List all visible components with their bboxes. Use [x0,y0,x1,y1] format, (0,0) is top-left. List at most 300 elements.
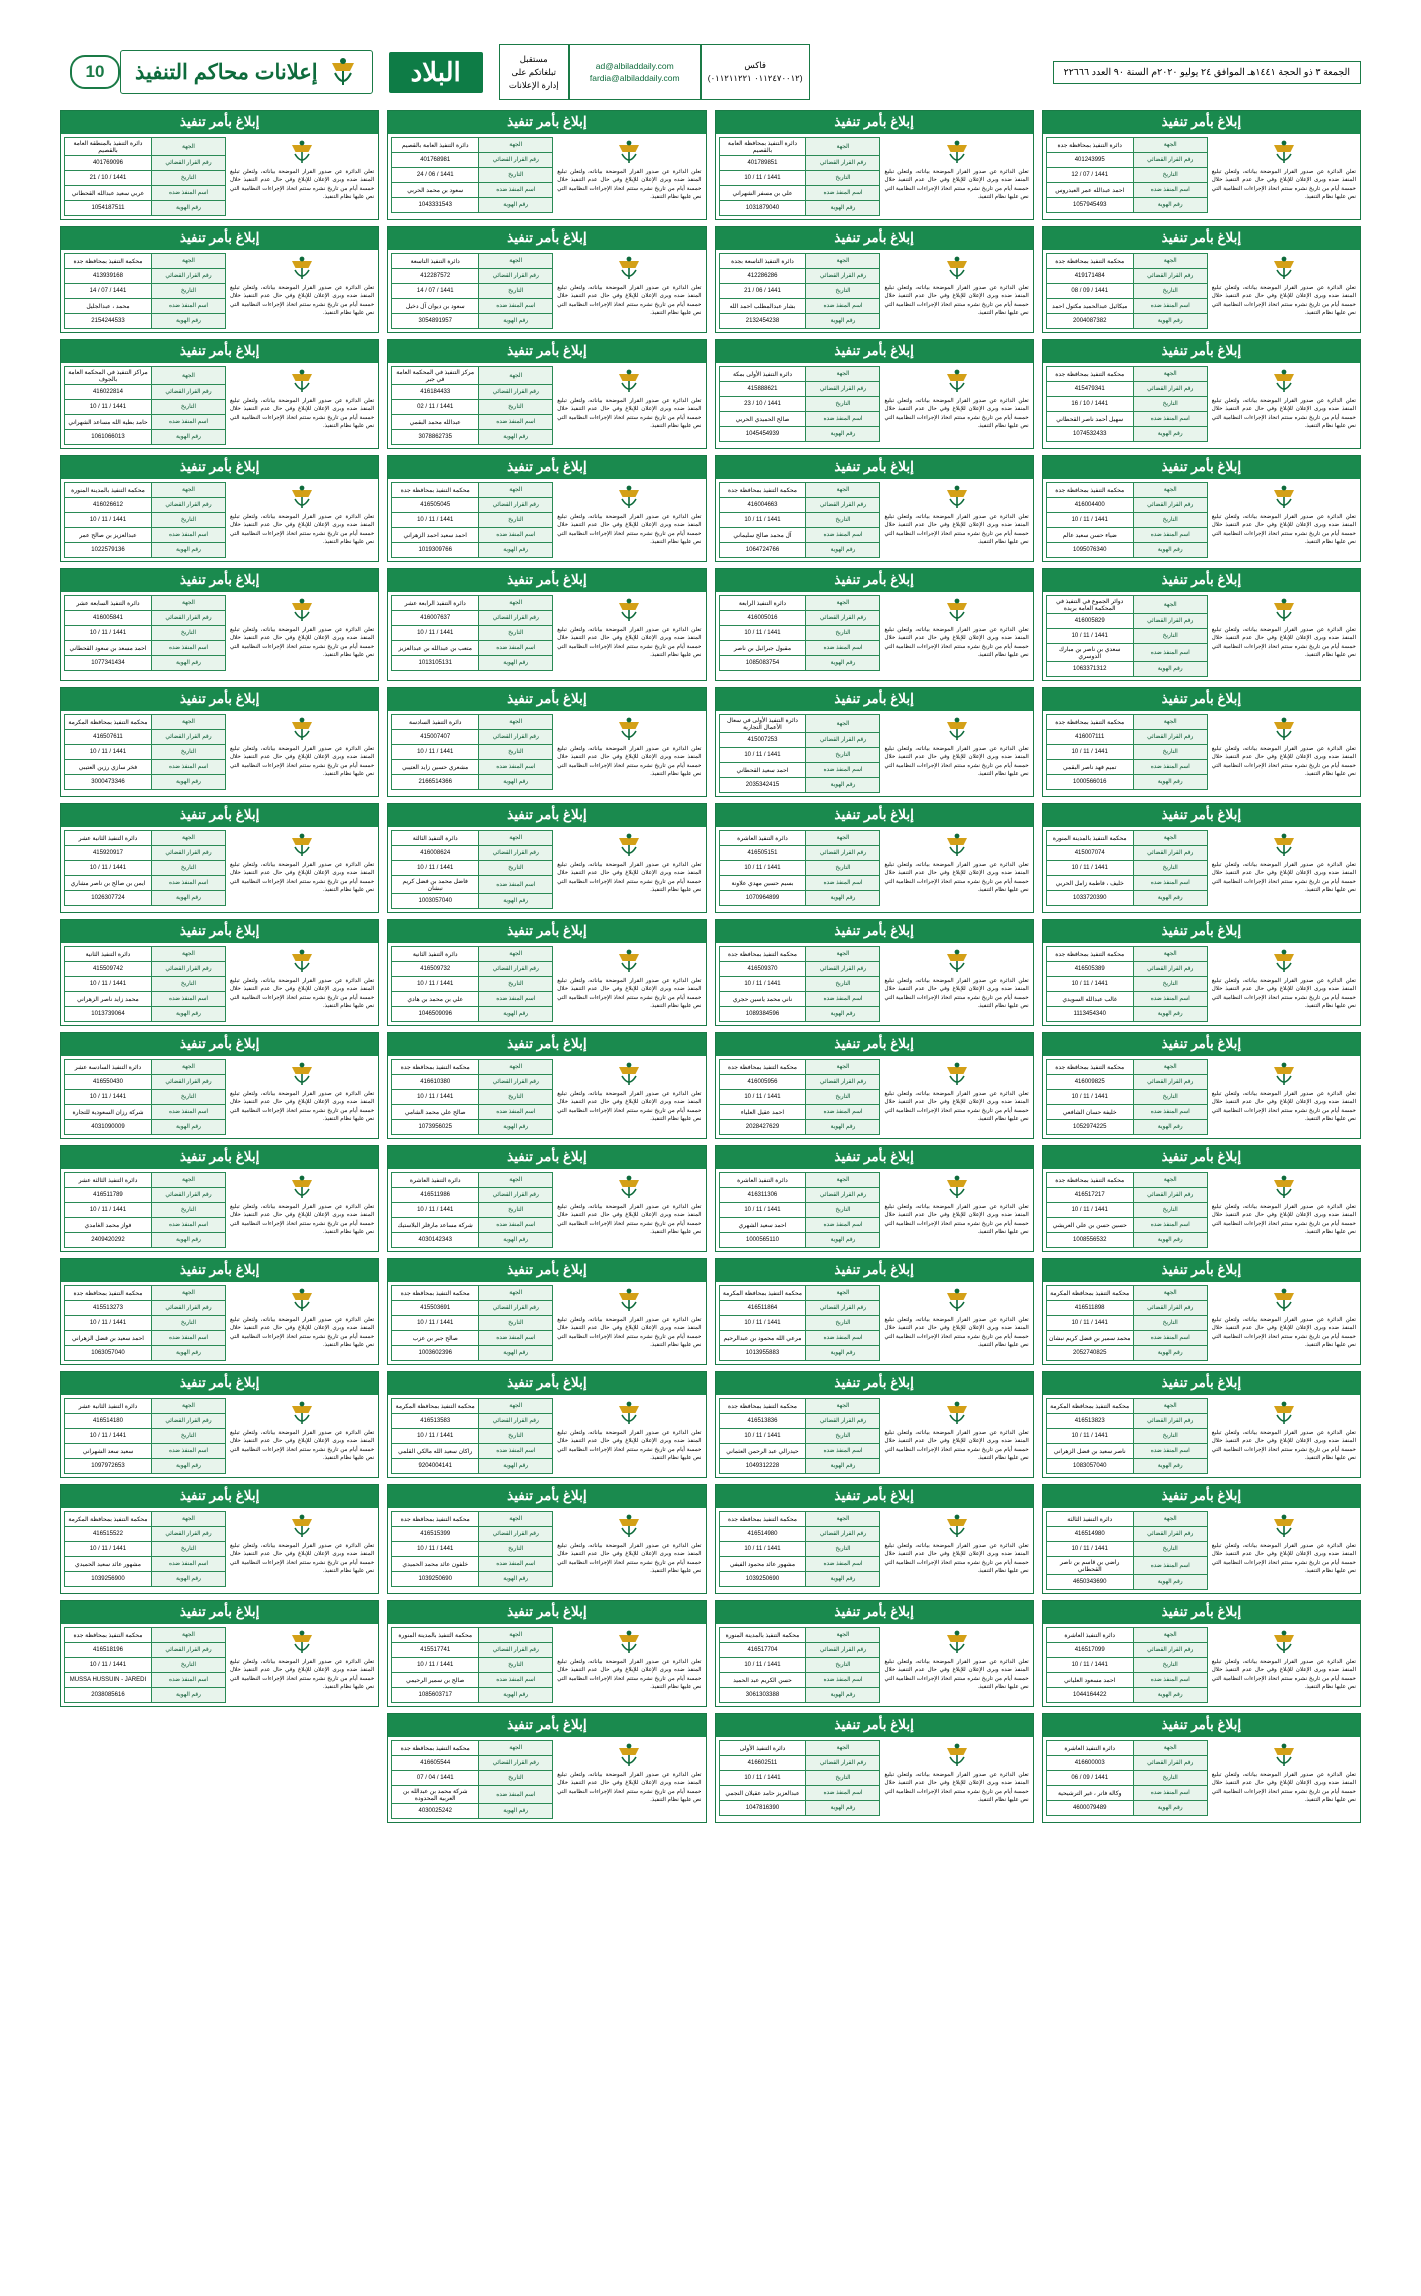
ad-card-13[interactable] [1042,455,1361,562]
value-date: 10 / 11 / 1441 [65,861,152,876]
table-row [719,1188,880,1203]
value-authority: محكمة التنفيذ بمحافظة المكرمة [65,715,152,730]
ad-body [388,363,705,448]
ad-card-35[interactable] [387,1032,706,1139]
value-identity: 1073956025 [392,1120,479,1135]
label-date: التاريخ [806,397,880,412]
table-row [719,763,880,778]
label-case-number: رقم القرار القضائي [479,1188,553,1203]
value-defendant: صالح جبر بن عزب [392,1331,479,1346]
value-case-number: 416007111 [1046,730,1133,745]
table-row [392,1414,553,1429]
table-row [719,498,880,513]
ad-notice-text: تعلن الدائرة عن صدور القرار الموضحة بياناته، ولتعلن تبليغ المنفذ ضده وبرى الإعلان للإبلاغ وفي حال عدم التنفيذ خلال خمسة أيام من تاريخ نشره ستتم اتخاذ الإجراءات النظامية التي نص عليها نظام التنفيذ. [884,1204,1029,1236]
value-defendant: ضياء حسن سعيد عالم [1046,528,1133,543]
table-row [65,876,226,891]
value-defendant: آل محمد صالح سليماني [719,528,806,543]
table-row [392,400,553,415]
label-authority: الجهة [479,254,553,269]
ad-card-20[interactable] [60,568,379,681]
ad-card-7[interactable] [387,226,706,333]
label-identity: رقم الهوية [1133,1233,1207,1248]
value-case-number: 416004663 [719,498,806,513]
value-authority: دائرة التنفيذ الثالثة [392,831,479,846]
ad-card-46[interactable] [715,1371,1034,1478]
label-date: التاريخ [479,1542,553,1557]
label-authority: الجهة [1133,1173,1207,1188]
ad-card-1[interactable] [1042,110,1361,220]
table-row [392,1286,553,1301]
ad-notice-text: تعلن الدائرة عن صدور القرار الموضحة بياناته، ولتعلن تبليغ المنفذ ضده وبرى الإعلان للإبلاغ وفي حال عدم التنفيذ خلال خمسة أيام من تاريخ نشره ستتم اتخاذ الإجراءات النظامية التي نص عليها نظام التنفيذ. [557,862,702,894]
ad-card-2[interactable] [715,110,1034,220]
label-identity: رقم الهوية [479,1572,553,1587]
ad-card-40[interactable] [60,1145,379,1252]
label-identity: رقم الهوية [1133,1801,1207,1816]
court-emblem-icon [616,831,642,859]
ad-notice-text: تعلن الدائرة عن صدور القرار الموضحة بياناته، ولتعلن تبليغ المنفذ ضده وبرى الإعلان للإبلاغ وفي حال عدم التنفيذ خلال خمسة أيام من تاريخ نشره ستتم اتخاذ الإجراءات النظامية التي نص عليها نظام التنفيذ. [229,514,375,546]
label-authority: الجهة [479,947,553,962]
value-case-number: 416514980 [1046,1527,1133,1542]
value-case-number: 416005956 [719,1075,806,1090]
table-row [65,1301,226,1316]
court-emblem-icon [944,483,970,511]
value-case-number: 416550430 [65,1075,152,1090]
ad-card-33[interactable] [1042,1032,1361,1139]
ad-details-table [1046,253,1208,329]
label-authority: الجهة [806,596,880,611]
ad-card-25[interactable] [1042,803,1361,913]
ad-card-3[interactable] [387,110,706,220]
label-case-number: رقم القرار القضائي [1133,1301,1207,1316]
table-row [1046,1801,1207,1816]
value-identity: 2166514366 [392,775,479,790]
value-identity: 1022579136 [65,543,152,558]
label-identity: رقم الهوية [151,1233,225,1248]
ad-card-24[interactable] [60,687,379,797]
table-row [65,528,226,543]
ad-card-50[interactable] [715,1484,1034,1594]
label-identity: رقم الهوية [479,1688,553,1703]
ad-notice-block [883,946,1029,1022]
ad-card-15[interactable] [387,455,706,562]
value-authority: دائرة التنفيذ العاشرة [1046,1628,1133,1643]
value-case-number: 416610380 [392,1075,479,1090]
ad-card-34[interactable] [715,1032,1034,1139]
label-date: التاريخ [806,861,880,876]
ad-notice-text: تعلن الدائرة عن صدور القرار الموضحة بياناته، ولتعلن تبليغ المنفذ ضده وبرى الإعلان للإبلاغ وفي حال عدم التنفيذ خلال خمسة أيام من تاريخ نشره ستتم اتخاذ الإجراءات النظامية التي نص عليها نظام التنفيذ. [1211,398,1356,430]
label-case-number: رقم القرار القضائي [151,1643,225,1658]
ad-details-table [1046,1059,1208,1135]
ad-card-55[interactable] [387,1600,706,1707]
ad-card-30[interactable] [715,919,1034,1026]
ad-body [61,711,378,793]
ad-card-9[interactable] [1042,339,1361,449]
court-emblem-icon [944,596,970,624]
ad-card-32[interactable] [60,919,379,1026]
ad-details [1046,946,1208,1022]
ad-notice-text: تعلن الدائرة عن صدور القرار الموضحة بياناته، ولتعلن تبليغ المنفذ ضده وبرى الإعلان للإبلاغ وفي حال عدم التنفيذ خلال خمسة أيام من تاريخ نشره ستتم اتخاذ الإجراءات النظامية التي نص عليها نظام التنفيذ. [557,1204,702,1236]
table-row [1046,1414,1207,1429]
ad-card-22[interactable] [715,687,1034,797]
ad-title: إبلاغ بأمر تنفيذ [1043,1259,1360,1282]
table-row [392,269,553,284]
ad-details [719,946,881,1022]
ad-notice-block [1211,253,1357,329]
label-defendant: اسم المنفذ ضده [151,760,225,775]
ad-card-4[interactable] [60,110,379,220]
label-authority: الجهة [151,1173,225,1188]
label-date: التاريخ [151,284,225,299]
table-row [392,1673,553,1688]
table-row [1046,314,1207,329]
value-defendant: ايمن بن صالح بن ناصر مشاري [65,876,152,891]
ad-card-44[interactable] [60,1258,379,1365]
ad-card-28[interactable] [60,803,379,913]
value-authority: دائرة التنفيذ العاشرة [1046,1741,1133,1756]
label-case-number: رقم القرار القضائي [806,1643,880,1658]
label-defendant: اسم المنفذ ضده [479,1786,553,1804]
ad-body [716,943,1033,1025]
ad-details-table [64,1172,226,1248]
table-row [1046,846,1207,861]
label-defendant: اسم المنفذ ضده [479,183,553,198]
table-row [719,382,880,397]
table-row [719,1286,880,1301]
ad-card-39[interactable] [387,1145,706,1252]
table-row [392,1233,553,1248]
table-row [392,641,553,656]
label-case-number: رقم القرار القضائي [151,1414,225,1429]
table-row [65,1120,226,1135]
value-identity: 1047816390 [719,1801,806,1816]
ad-notice-text: تعلن الدائرة عن صدور القرار الموضحة بياناته، ولتعلن تبليغ المنفذ ضده وبرى الإعلان للإبلاغ وفي حال عدم التنفيذ خلال خمسة أيام من تاريخ نشره ستتم اتخاذ الإجراءات النظامية التي نص عليها نظام التنفيذ. [557,285,702,317]
table-row [719,412,880,427]
label-authority: الجهة [151,1628,225,1643]
value-case-number: 401768981 [392,153,479,168]
value-identity: 1064724766 [719,543,806,558]
value-case-number: 416515399 [392,1527,479,1542]
label-case-number: رقم القرار القضائي [1133,498,1207,513]
ad-card-43[interactable] [387,1258,706,1365]
value-authority: دائرة التنفيذ الثانية عشر [65,831,152,846]
ad-body [388,1624,705,1706]
table-row [1046,662,1207,677]
value-identity: 1063057040 [65,1346,152,1361]
label-case-number: رقم القرار القضائي [479,498,553,513]
ad-card-37[interactable] [1042,1145,1361,1252]
ad-notice-text: تعلن الدائرة عن صدور القرار الموضحة بياناته، ولتعلن تبليغ المنفذ ضده وبرى الإعلان للإبلاغ وفي حال عدم التنفيذ خلال خمسة أيام من تاريخ نشره ستتم اتخاذ الإجراءات النظامية التي نص عليها نظام التنفيذ. [229,627,375,659]
ad-card-17[interactable] [1042,568,1361,681]
table-row [719,528,880,543]
ad-notice-block [883,1172,1029,1248]
label-authority: الجهة [1133,1060,1207,1075]
label-date: التاريخ [1133,397,1207,412]
label-authority: الجهة [151,1286,225,1301]
ad-details-table [64,1627,226,1703]
label-defendant: اسم المنفذ ضده [806,1557,880,1572]
ad-notice-block [883,1285,1029,1361]
ad-notice-block [883,1511,1029,1587]
value-case-number: 415888621 [719,382,806,397]
ad-title: إبلاغ بأمر تنفيذ [716,1714,1033,1737]
ad-card-11[interactable] [387,339,706,449]
ad-card-36[interactable] [60,1032,379,1139]
table-row [1046,1557,1207,1575]
table-row [1046,397,1207,412]
label-defendant: اسم المنفذ ضده [479,1105,553,1120]
table-row [65,1628,226,1643]
ad-card-53[interactable] [1042,1600,1361,1707]
value-date: 14 / 07 / 1441 [392,284,479,299]
ad-details-table [1046,482,1208,558]
ad-card-59[interactable] [387,1713,706,1823]
ad-title: إبلاغ بأمر تنفيذ [1043,688,1360,711]
ad-card-45[interactable] [1042,1371,1361,1478]
ad-details-table [64,366,226,445]
label-case-number: رقم القرار القضائي [151,498,225,513]
table-row [65,415,226,430]
table-row [392,1346,553,1361]
table-row [392,1075,553,1090]
value-identity: 2052740825 [1046,1346,1133,1361]
label-defendant: اسم المنفذ ضده [1133,1786,1207,1801]
ad-title: إبلاغ بأمر تنفيذ [1043,920,1360,943]
label-defendant: اسم المنفذ ضده [479,1331,553,1346]
ad-details-table [64,595,226,671]
value-authority: دائرة التنفيذ بمحافظة جدة [1046,138,1133,153]
court-emblem-icon [944,831,970,859]
value-defendant: فخر سازي رزين العتيبي [65,760,152,775]
table-row [392,1060,553,1075]
ad-body [388,711,705,793]
ad-card-14[interactable] [715,455,1034,562]
ad-card-12[interactable] [60,339,379,449]
value-case-number: 415509742 [65,962,152,977]
ad-card-56[interactable] [60,1600,379,1707]
label-identity: رقم الهوية [479,543,553,558]
label-date: التاريخ [479,513,553,528]
value-date: 10 / 11 / 1441 [65,1429,152,1444]
table-row [719,1756,880,1771]
value-date: 10 / 11 / 1441 [719,1316,806,1331]
label-case-number: رقم القرار القضائي [1133,1756,1207,1771]
ad-card-19[interactable] [387,568,706,681]
ad-card-57[interactable] [1042,1713,1361,1823]
ad-card-18[interactable] [715,568,1034,681]
label-date: التاريخ [479,745,553,760]
ad-card-16[interactable] [60,455,379,562]
label-identity: رقم الهوية [479,1233,553,1248]
table-row [1046,183,1207,198]
ad-details-table [719,1285,881,1361]
label-case-number: رقم القرار القضائي [479,1414,553,1429]
label-date: التاريخ [806,1771,880,1786]
table-row [392,1786,553,1804]
ad-card-5[interactable] [1042,226,1361,333]
table-row [1046,513,1207,528]
ad-card-31[interactable] [387,919,706,1026]
table-row [1046,1575,1207,1590]
table-row [1046,543,1207,558]
court-emblem-icon [944,947,970,975]
ad-body [1043,1056,1360,1138]
table-row [392,367,553,385]
value-case-number: 416511864 [719,1301,806,1316]
table-row [392,1527,553,1542]
label-defendant: اسم المنفذ ضده [806,763,880,778]
table-row [719,626,880,641]
label-authority: الجهة [151,715,225,730]
ad-notice-text: تعلن الدائرة عن صدور القرار الموضحة بياناته، ولتعلن تبليغ المنفذ ضده وبرى الإعلان للإبلاغ وفي حال عدم التنفيذ خلال خمسة أيام من تاريخ نشره ستتم اتخاذ الإجراءات النظامية التي نص عليها نظام التنفيذ. [229,862,375,894]
ads-grid [60,110,1361,1823]
table-row [65,715,226,730]
label-authority: الجهة [479,1286,553,1301]
ad-details [391,253,553,329]
table-row [392,498,553,513]
ad-details-table [1046,1285,1208,1361]
label-identity: رقم الهوية [151,656,225,671]
ad-title: إبلاغ بأمر تنفيذ [716,1372,1033,1395]
table-row [1046,745,1207,760]
ad-title: إبلاغ بأمر تنفيذ [388,1714,705,1737]
ad-card-58[interactable] [715,1713,1034,1823]
value-identity: 1008556532 [1046,1233,1133,1248]
label-date: التاريخ [151,861,225,876]
ad-card-21[interactable] [1042,687,1361,797]
ad-title: إبلاغ بأمر تنفيذ [61,920,378,943]
masthead [60,44,1361,100]
value-date: 24 / 06 / 1441 [392,168,479,183]
ad-notice-text: تعلن الدائرة عن صدور القرار الموضحة بياناته، ولتعلن تبليغ المنفذ ضده وبرى الإعلان للإبلاغ وفي حال عدم التنفيذ خلال خمسة أيام من تاريخ نشره ستتم اتخاذ الإجراءات النظامية التي نص عليها نظام التنفيذ. [1211,1091,1356,1123]
label-date: التاريخ [479,400,553,415]
ad-details-table [391,1172,553,1248]
value-authority: محكمة التنفيذ بمحافظة جدة [65,1628,152,1643]
value-authority: محكمة التنفيذ بمحافظة المكرمة [392,1399,479,1414]
value-authority: دائرة التنفيذ الثانية [392,947,479,962]
value-case-number: 412286286 [719,269,806,284]
label-defendant: اسم المنفذ ضده [151,186,225,201]
label-defendant: اسم المنفذ ضده [1133,183,1207,198]
label-identity: رقم الهوية [151,1007,225,1022]
label-defendant: اسم المنفذ ضده [151,992,225,1007]
table-row [1046,198,1207,213]
court-emblem-icon [616,1060,642,1088]
table-row [719,1429,880,1444]
value-date: 10 / 11 / 1441 [719,861,806,876]
table-row [719,254,880,269]
label-date: التاريخ [479,168,553,183]
ad-card-8[interactable] [60,226,379,333]
table-row [392,775,553,790]
court-emblem-icon [289,947,315,975]
label-case-number: رقم القرار القضائي [1133,614,1207,629]
ad-card-54[interactable] [715,1600,1034,1707]
value-authority: دوائر الجموع في التنفيذ في المحكمة العامة بريدة [1046,596,1133,614]
table-row [65,1105,226,1120]
table-row [392,947,553,962]
table-row [65,385,226,400]
ad-card-47[interactable] [387,1371,706,1478]
ad-card-52[interactable] [60,1484,379,1594]
value-authority: مركز التنفيذ في المحكمة العامة في جبر [392,367,479,385]
label-case-number: رقم القرار القضائي [479,153,553,168]
ad-notice-block [1211,1627,1357,1703]
ad-notice-block [229,1285,375,1361]
value-date: 10 / 11 / 1441 [1046,629,1133,644]
ad-details [391,482,553,558]
table-row [392,1512,553,1527]
value-case-number: 416005016 [719,611,806,626]
court-emblem-icon [944,1399,970,1427]
ad-card-26[interactable] [715,803,1034,913]
label-case-number: رقم القرار القضائي [479,1756,553,1771]
label-authority: الجهة [806,138,880,156]
table-row [392,385,553,400]
ad-card-27[interactable] [387,803,706,913]
ad-notice-block [556,1059,702,1135]
ad-title: إبلاغ بأمر تنفيذ [1043,227,1360,250]
ad-card-38[interactable] [715,1145,1034,1252]
ad-title: إبلاغ بأمر تنفيذ [388,1601,705,1624]
value-date: 10 / 11 / 1441 [65,400,152,415]
value-date: 10 / 11 / 1441 [1046,861,1133,876]
ad-card-23[interactable] [387,687,706,797]
label-case-number: رقم القرار القضائي [1133,1188,1207,1203]
ad-card-49[interactable] [1042,1484,1361,1594]
ad-details [1046,1398,1208,1474]
value-date: 08 / 09 / 1441 [1046,284,1133,299]
ad-card-29[interactable] [1042,919,1361,1026]
ad-details-table [64,1398,226,1474]
table-row [65,947,226,962]
ad-details-table [391,1285,553,1361]
table-row [719,778,880,793]
ad-card-42[interactable] [715,1258,1034,1365]
ad-details-table [391,1511,553,1587]
value-date: 10 / 11 / 1441 [1046,1542,1133,1557]
value-identity: 1070964899 [719,891,806,906]
table-row [392,198,553,213]
label-date: التاريخ [806,1429,880,1444]
label-date: التاريخ [1133,1771,1207,1786]
table-row [65,430,226,445]
value-defendant: سهيل أحمد ناصر القحطاني [1046,412,1133,427]
ad-card-41[interactable] [1042,1258,1361,1365]
label-date: التاريخ [806,284,880,299]
ad-card-48[interactable] [60,1371,379,1478]
table-row [392,528,553,543]
ad-card-10[interactable] [715,339,1034,449]
table-row [65,1188,226,1203]
table-row [65,1429,226,1444]
table-row [392,1557,553,1572]
ad-title: إبلاغ بأمر تنفيذ [388,688,705,711]
value-case-number: 415007253 [719,733,806,748]
value-authority: محكمة التنفيذ بمحافظة جدة [1046,1060,1133,1075]
ad-card-6[interactable] [715,226,1034,333]
value-case-number: 415007407 [392,730,479,745]
table-row [392,656,553,671]
table-row [719,483,880,498]
value-identity: 2409420292 [65,1233,152,1248]
label-authority: الجهة [806,1628,880,1643]
ad-card-51[interactable] [387,1484,706,1594]
value-authority: محكمة التنفيذ بمحافظة جدة [392,1060,479,1075]
ad-details-table [64,137,226,216]
value-defendant: حسن الكريم عبد الحميد [719,1673,806,1688]
ad-details [1046,1172,1208,1248]
value-defendant: عبدالعزيز حامد عقيلان النجمي [719,1786,806,1801]
